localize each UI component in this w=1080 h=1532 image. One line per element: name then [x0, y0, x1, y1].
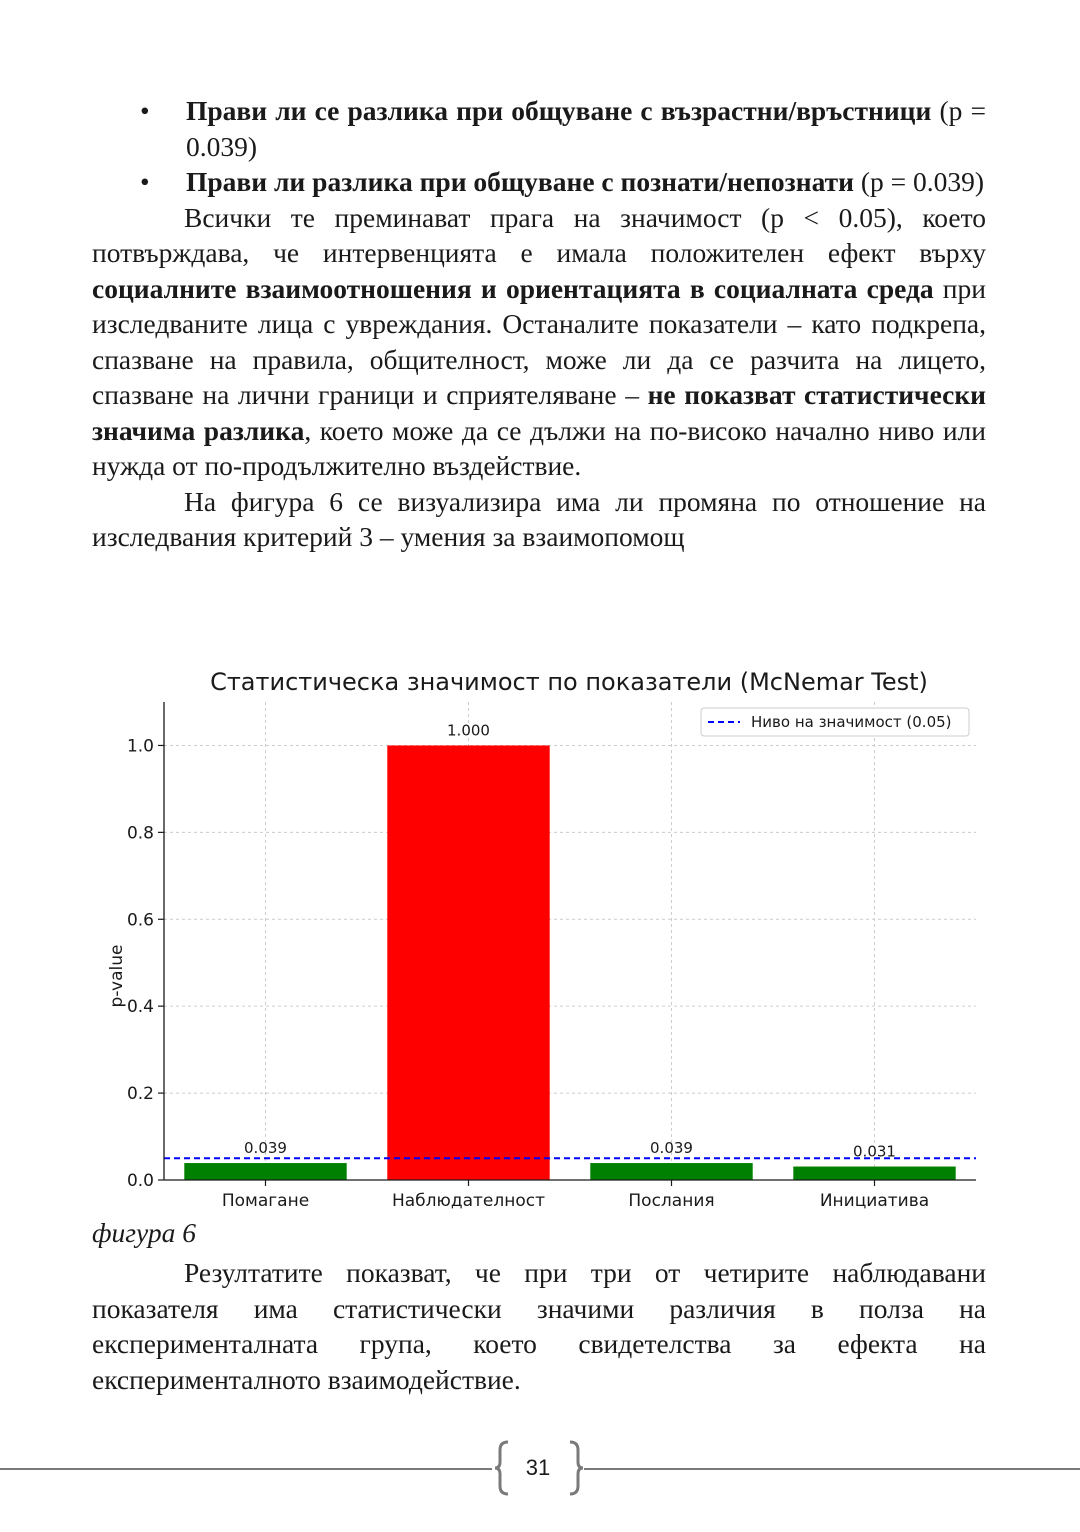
- paragraph-figure-intro: На фигура 6 се визуализира има ли промяна по отношение на изследвания критерий 3 – умения за взаимопомощ: [92, 485, 986, 552]
- y-tick-label: 0.2: [126, 1084, 154, 1105]
- bars: [184, 745, 955, 1180]
- bullet-item-acquaintances: [92, 164, 986, 200]
- y-tick-labels: [127, 736, 154, 1191]
- bar-chart: [92, 660, 992, 1210]
- paragraph-significance: Всички те преминават прага на значимост (p < 0.05), което потвърждава, че интервенцията е имала положителен ефект върху социалните взаимоотношения и ориентацията в социалната среда при изследваните лица с увреждания. Останалите показатели – като подкрепа, спазване на правила, общителност, може ли да се разчита на лицето, спазване на лични граници и сприятеляване – не показват статистически значима разлика, което може да се дължи на по-високо начално ниво или нужда от по-продължително въздействие.: [92, 201, 987, 481]
- y-tick-label: 1.0: [126, 736, 154, 757]
- value-labels: [244, 721, 896, 1160]
- x-tick-label: Послания: [628, 1191, 715, 1210]
- bullet-dot: •: [140, 95, 150, 126]
- bullet-dot: •: [140, 166, 150, 197]
- x-tick-label: Наблюдателност: [391, 1191, 546, 1210]
- bullet-bold-text: Прави ли се разлика при общуване с възрастни/връстници: [186, 95, 932, 126]
- bullet-item-peers: [92, 93, 986, 164]
- axes: [158, 702, 976, 1186]
- y-tick-label: 0.4: [126, 997, 154, 1018]
- value-label: 0.039: [650, 1139, 693, 1158]
- y-tick-label: 0.8: [126, 823, 154, 844]
- chart-title: Статистическа значимост по показатели (McNemar Test): [210, 668, 928, 696]
- bar: [793, 1167, 955, 1180]
- y-tick-label: 0.0: [126, 1171, 154, 1191]
- brace-right-icon: [568, 1440, 586, 1496]
- value-label: 0.039: [244, 1139, 287, 1158]
- x-tick-label: Помагане: [221, 1191, 310, 1210]
- bar: [590, 1163, 752, 1180]
- legend-entry: Ниво на значимост (0.05): [751, 713, 952, 731]
- bar: [387, 745, 549, 1180]
- y-axis-label: p-value: [107, 944, 127, 1008]
- footer-rule-right: [584, 1468, 1080, 1470]
- bullet-bold-text: Прави ли разлика при общуване с познати/непознати: [186, 166, 854, 197]
- value-label: 0.031: [853, 1142, 896, 1161]
- bar: [184, 1163, 346, 1180]
- paragraph-results: Резултатите показват, че при три от четирите наблюдавани показателя има статистически значими различия в полза на експерименталната група, което свидетелства за ефекта на експерименталното взаимодействие.: [92, 1257, 986, 1395]
- bullet-plain-text: (p = 0.039): [186, 95, 986, 162]
- legend: [701, 708, 969, 736]
- figure-caption: фигура 6: [92, 1217, 196, 1248]
- x-tick-label: Инициатива: [819, 1191, 930, 1210]
- bullet-list: [92, 93, 986, 555]
- x-tick-labels: [222, 1191, 929, 1210]
- value-label: 1.000: [447, 721, 490, 740]
- bullet-plain-text: (p = 0.039): [860, 166, 985, 197]
- gridlines: [164, 702, 976, 1180]
- page-number: 31: [525, 1455, 551, 1480]
- y-tick-label: 0.6: [126, 910, 154, 931]
- footer-rule-left: [0, 1468, 492, 1470]
